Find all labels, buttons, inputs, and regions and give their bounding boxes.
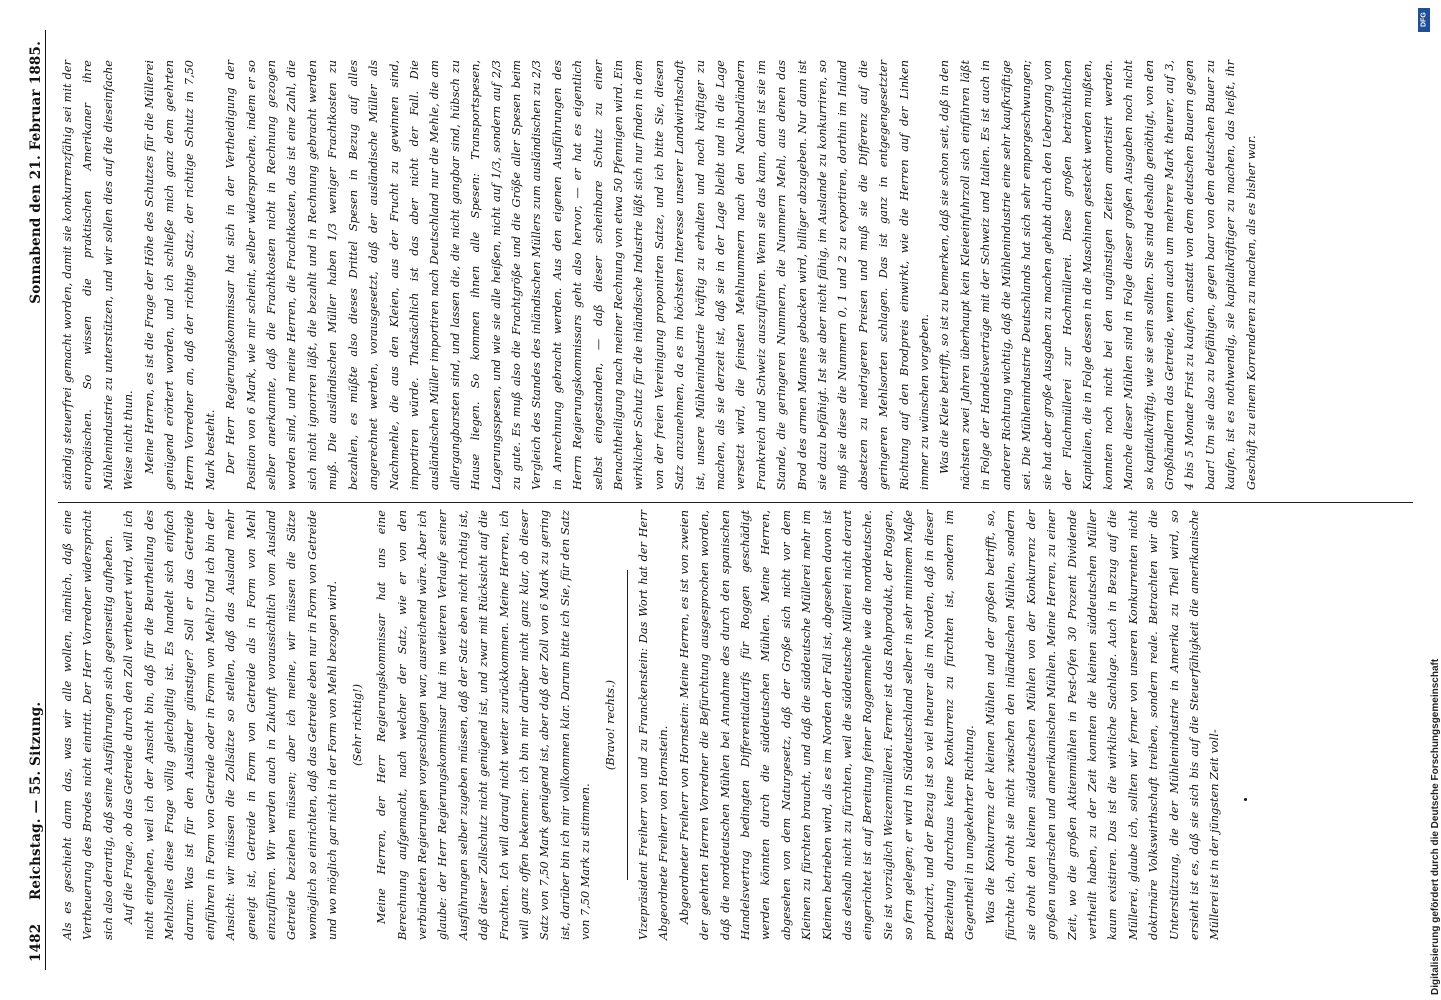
paragraph: Als es geschieht dann das, was wir alle wollen, nämlich, daß eine Vertheuerung des Brodes nicht eintritt. Der Herr Vorredner widerspricht sich also derartig, daß seine Ausführungen sich gegenseitig aufheben. — [61, 510, 115, 940]
paragraph: Abgeordneter Freiherr von Hornstein: Meine Herren, es ist von zweien der geehrten Herren Vorredner die Befürchtung ausgesprochen worden, daß die norddeutschen Mühlen bei Annahme des durch den spanischen Handelsvertrag bedingten Differentialtarifs für Roggen geschädigt werden könnten durch die süddeutschen Mühlen. Meine Herren, abgesehen von dem Naturgesetz, daß der Große sich nicht vor dem Kleinen zu fürchten braucht, und daß die süddeutsche Müllerei mehr im Kleinen betrieben wird, als es im Norden der Fall ist, abgesehen davon ist das deshalb nicht zu fürchten, weil die süddeutsche Müllerei nicht derart eingerichtet ist auf Bereitung feiner Roggenmehle wie die norddeutsche. Sie ist vorzüglich Weizenmüllerei. Ferner ist das Rohprodukt, der Roggen, so fern gelegen; er wird in Süddeutschland selber in sehr minimem Maße produzirt, und der Bezug ist so viel theurer als im Norden, daß in dieser Beziehung durchaus keine Konkurrenz zu fürchten ist, sondern im Gegentheil in umgekehrter Richtung. — [677, 510, 977, 940]
column-divider — [58, 502, 1413, 503]
interjection: (Bravo! rechts.) — [603, 679, 617, 771]
paragraph: Meine Herren, es ist die Frage der Höhe des Schutzes für die Müllerei genügend erörtert worden, und ich schließe mich ganz dem geehrten Herrn Vorredner an, daß der richtige Satz, der richtige Schutz in 7,50 Mark besteht. — [142, 60, 217, 490]
digitization-credit-text: Digitalisierung gefördert durch die Deutsche Forschungsgemeinschaft — [1430, 658, 1441, 995]
section-rule — [627, 570, 628, 880]
right-column — [58, 60, 1413, 490]
header-date: Sonnabend den 21. Februar 1885. — [28, 41, 44, 304]
page-number: 1482 — [28, 923, 44, 962]
paragraph: Auf die Frage, ob das Getreide durch den Zoll vertheuert wird, will ich nicht eingehen, weil ich der Ansicht bin, daß für die Beurtheilung des Mehlzolles diese Frage völlig gleichgiltig ist. Es handelt sich einfach darum: Was ist für den Ausländer günstiger? Soll er das Getreide einführen in Form von Getreide oder in Form von Mehl? Und ich bin der Ansicht: wir müssen die Zollsätze so stellen, daß das Ausland mehr geneigt ist, Getreide in Form von Getreide als in Form von Mehl einzuführen. Wir werden auch in Zukunft voraussichtlich vom Ausland Getreide beziehen müssen; aber ich meine, wir müssen die Sätze womöglich so einrichten, daß das Getreide eben nur in Form von Getreide und wo möglich gar nicht in der Form von Mehl bezogen wird. — [122, 510, 340, 940]
digitization-credit — [1418, 5, 1441, 995]
header-rule — [45, 30, 46, 970]
left-column — [58, 510, 1413, 940]
paragraph: Der Herr Regierungskommissar hat sich in der Vertheidigung der Position von 6 Mark, wie mir scheint, selber widersprochen, indem er so selber anerkannte, daß die Frachtkosten nicht in Rechnung gezogen worden sind, und meine Herren, die Frachtkosten, das ist eine Zahl, die sich nicht ignoriren läßt, die bezahlt und in Rechnung gebracht werden muß. Die ausländischen Müller haben 1/3 weniger Frachtkosten zu bezahlen, es müßte also dieses Drittel Spesen in Bezug auf alles angerechnet werden, vorausgesetzt, daß der ausländische Müller als Nachmehle, die aus den Kleien, aus der Frucht zu gewinnen sind, importiren würde. Thatsächlich ist das aber nicht der Fall. Die ausländischen Müller importiren nach Deutschland nur die Mehle, die am allergangbarsten sind, und lassen die, die nicht gangbar sind, hübsch zu Hause liegen. So kommen ihnen alle Spesen: Transportspesen, Lagerungsspesen, und wie sie alle heißen, nicht auf 1/3, sondern auf 2/3 zu gute. Es muß also die Frachtgröße und die Größe aller Spesen beim Vergleich des Standes des inländischen Müllers zum ausländischen zu 2/3 in Anrechnung gebracht werden. Aus den eigenen Ausführungen des Herrn Regierungskommissars geht also hervor, — er hat es eigentlich selbst eingestanden, — daß dieser scheinbare Schutz zu einer Benachtheiligung nach meiner Rechnung von etwa 50 Pfennigen wird. Ein wirklicher Schutz für die inländische Industrie läßt sich nur finden in dem von der freien Vereinigung proponirten Satze, und ich bitte Sie, diesen Satz anzunehmen, da es im höchsten Interesse unserer Landwirthschaft ist, unsere Mühlenindustrie kräftig zu erhalten und noch kräftiger zu machen, als sie derzeit ist, daß sie in der Lage bleibt und in die Lage versetzt wird, die feinsten Mehlnummern nach den Nachbarländern Frankreich und Schweiz auszuführen. Wenn sie das kann, dann ist sie im Stande, die geringeren Nummern, die Nummern Mehl, aus denen das Brod des armen Mannes gebacken wird, billiger abzugeben. Nur dann ist sie dazu befähigt. Ist sie aber nicht fähig, im Auslande zu konkurriren, so muß sie diese die Nummern 0, 1 und 2 zu exportiren, dorthin im Inland absetzen zu niedrigeren Preisen und muß sie die Differenz auf die geringeren Mehlsorten schlagen. Das ist ganz in entgegengesetzter Richtung auf den Brodpreis einwirkt, wie die Herren auf der Linken immer zu wünschen vorgeben. — [224, 60, 932, 490]
header-title: Reichstag. — 55. Sitzung. — [28, 701, 44, 900]
scan-speck — [1244, 798, 1247, 801]
paragraph: Was die Kleie betrifft, so ist zu bemerken, daß sie schon seit, daß in den nächsten zwei Jahren überhaupt kein Kleieeinfuhrzoll sich einführen läßt in Folge der Handelsverträge mit der Schweiz und Italien. Es ist auch in anderer Richtung wichtig, daß die Mühlenindustrie eine sehr kaufkräftige sei. Die Mühlenindustrie Deutschlands hat sich sehr emporgeschwungen; sie hat aber große Ausgaben zu machen gehabt durch den Uebergang von der Flachmüllerei zur Hochmüllerei. Diese großen beträchtlichen Kapitalien, die in Folge dessen in die Maschinen gesteckt werden mußten, konnten noch nicht bei den ungünstigen Zeiten amortisirt werden. Manche dieser Mühlen sind in Folge dieser großen Ausgaben noch nicht so kapitalkräftig, wie sie sein sollten. Sie sind deshalb genöthigt, von den Großhändlern das Getreide, wenn auch um mehrere Mark theurer, auf 3, 4 bis 5 Monate Frist zu kaufen, anstatt von dem deutschen Bauern gegen baar! Um sie also zu befähigen, gegen baar von dem deutschen Bauer zu kaufen, ist es nothwendig, sie kapitalkräftiger zu machen, das heißt, ihr Geschäft zu einem Korrenderen zu machen, als es bisher war. — [938, 60, 1258, 490]
speaker-announcement: Vizepräsident Freiherr von und zu Franckenstein: Das Wort hat der Herr Abgeordnete Freiherr von Hornstein. — [636, 510, 671, 940]
paragraph: ständig steuerfrei gemacht worden, damit sie konkurrenzfähig sei mit der europäischen. So wissen die praktischen Amerikaner ihre Mühlenindustrie zu unterstützen, und wir sollen dies auf die dieseinfache Weise nicht thun. — [61, 60, 136, 490]
interjection: (Sehr richtig!) — [350, 683, 364, 767]
dfg-logo: DFG — [1418, 8, 1430, 32]
paragraph: Was die Konkurrenz der kleinen Mühlen und der großen betrifft, so, fürchte ich, droht sie nicht zwischen den inländischen Mühlen, sondern sie droht den kleinen süddeutschen Mühlen von der Konkurrenz der großen ungarischen und amerikanischen Mühlen. Meine Herren, zu einer Zeit, wo die großen Aktienmühlen in Pest-Ofen 30 Prozent Dividende vertheilt haben, zu der Zeit konnten die kleinen süddeutschen Müller kaum existiren. Das ist die wirkliche Sachlage. Auch in Bezug auf die Müllerei, glaube ich, sollten wir ferner von unseren Konkurrenten nicht doktrinäre Volkswirthschaft treiben, sondern reale. Betrachten wir die Unterstützung, die der Mühlenindustrie in Amerika zu Theil wird, so ersieht ist es, daß sie sich bis auf die Steuerfähigkeit die amerikanische Müllerei ist in der jüngsten Zeit voll- — [983, 510, 1222, 940]
paragraph: Meine Herren, der Herr Regierungskommissar hat uns eine Berechnung aufgemacht, nach welcher der Satz, wie er von den verbündeten Regierungen vorgeschlagen war, ausreichend wäre. Aber ich glaube: der Herr Regierungskommissar hat im weiteren Verlaufe seiner Ausführungen selber zugeben müssen, daß der Satz eben nicht richtig ist, daß dieser Zollschutz nicht genügend ist, und zwar mit Rücksicht auf die Frachten. Ich will darauf nicht weiter zurückkommen. Meine Herren, ich will ganz offen bekennen: ich bin mir darüber nicht ganz klar, ob dieser Satz von 7,50 Mark genügend ist, aber daß der Zoll von 6 Mark zu gering ist, darüber bin ich mir vollkommen klar. Darum bitte ich Sie, für den Satz von 7,50 Mark zu stimmen. — [375, 510, 593, 940]
